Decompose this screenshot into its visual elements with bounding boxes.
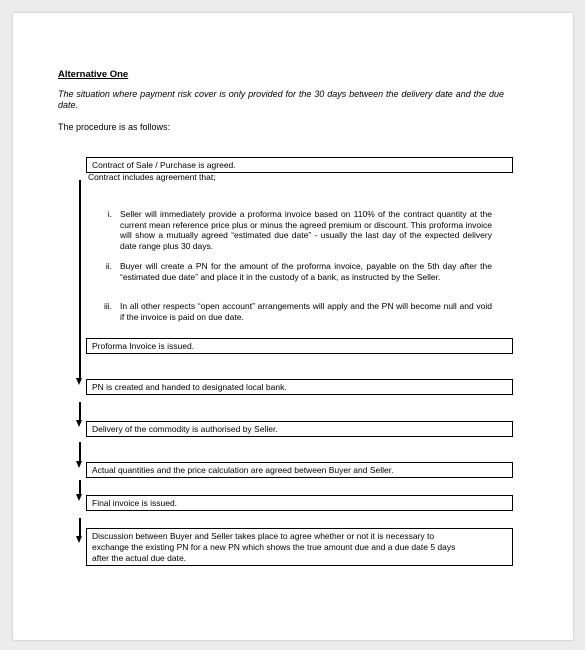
contract-clause <box>98 261 492 282</box>
clause-number: iii. <box>103 301 112 311</box>
flow-step-quantities: Actual quantities and the price calculation are agreed between Buyer and Seller. <box>86 462 513 478</box>
flow-step-contract: Contract of Sale / Purchase is agreed. <box>86 157 513 173</box>
intro-paragraph: The situation where payment risk cover is only provided for the 30 days between the delivery date and the due date. <box>58 89 504 110</box>
flow-connector <box>79 442 81 461</box>
flow-step-delivery: Delivery of the commodity is authorised by Seller. <box>86 421 513 437</box>
flow-step-final-invoice: Final invoice is issued. <box>86 495 513 511</box>
clause-number: i. <box>107 209 112 219</box>
flow-arrowhead <box>76 494 82 501</box>
clause-text: In all other respects “open account” arrangements will apply and the PN will become null and void if the invoice is paid on due date. <box>120 301 492 322</box>
flow-connector <box>79 402 81 420</box>
contract-clause <box>98 209 492 251</box>
flow-arrowhead <box>76 420 82 427</box>
procedure-intro: The procedure is as follows: <box>58 122 171 132</box>
clause-text: Seller will immediately provide a proforma invoice based on 110% of the contract quantity at the current mean reference price plus or minus the agreed premium or discount. This proforma invoice will show a mutually agreed “estimated due date” - usually the last day of the expected delivery date range plus 30 days. <box>120 209 492 251</box>
contract-includes-text: Contract includes agreement that; <box>88 172 216 182</box>
flow-step-proforma: Proforma Invoice is issued. <box>86 338 513 354</box>
flow-arrowhead <box>76 378 82 385</box>
flow-connector <box>79 518 81 536</box>
flow-arrowhead <box>76 536 82 543</box>
flow-step-discussion: Discussion between Buyer and Seller takes place to agree whether or not it is necessary to exchange the existing PN for a new PN which shows the true amount due and a due date 5 days after the actual due date. <box>86 528 513 566</box>
section-heading: Alternative One <box>58 69 129 80</box>
flow-connector <box>79 480 81 494</box>
flow-connector <box>79 180 81 378</box>
flow-arrowhead <box>76 461 82 468</box>
clause-number: ii. <box>105 261 112 271</box>
clause-text: Buyer will create a PN for the amount of the proforma invoice, payable on the 5th day after the “estimated due date” and place it in the custody of a bank, as instructed by the Seller. <box>120 261 492 282</box>
flow-step-pn-created: PN is created and handed to designated local bank. <box>86 379 513 395</box>
contract-clause <box>98 301 492 322</box>
